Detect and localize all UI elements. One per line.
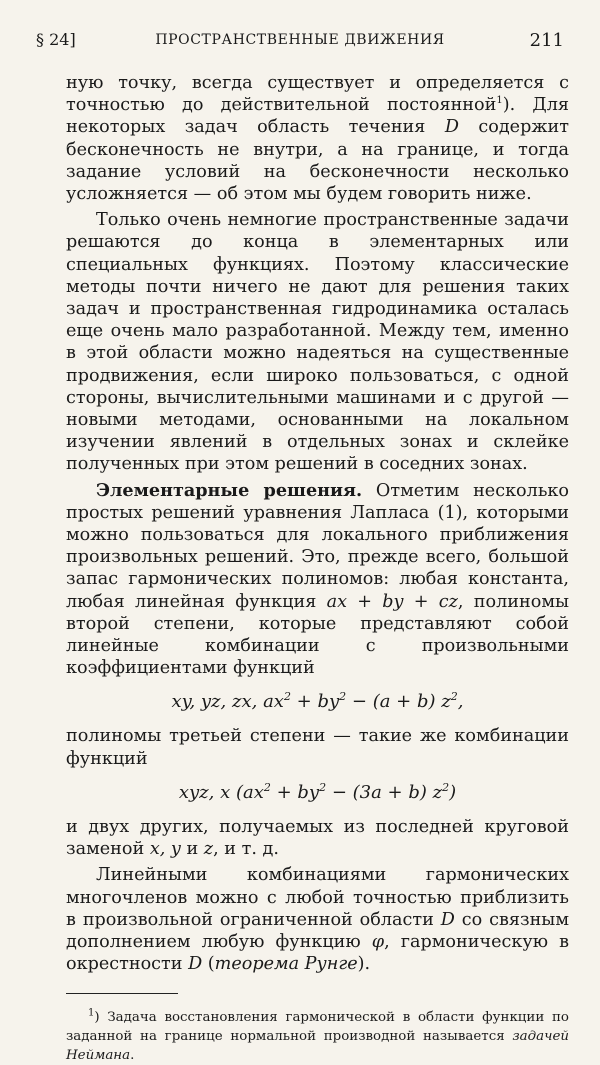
formula-quadratic: xy, yz, zx, $ax^2 + by^2 - (a + b)$ $z^2$, xyxy=(171,690,464,713)
formula-cubic: xyz, x ($ax^2 + by^2 - (3a + b)$ $z^2$) xyxy=(178,780,457,803)
paragraph-3: Элементарные решения. Отметим несколько простых решений уравнения Лапласа (1), которыми можно пользоваться для локального приближения произвольных решений. Это, прежде всего, большой запас гармонических полиномов: любая константа, любая линейная функция ax + by + cz, полиномы второй степени, которые представляют собой линейные комбинации с произвольными коэффициентами функций xyxy=(66,479,570,679)
paragraph-2: Только очень немногие пространственные задачи решаются до конца в элементарных или специальных функциях. Поэтому классические методы почти ничего не дают для решения таких задач и пространственная гидродинамика осталась еще очень мало разработанной. Между тем, именно в этой области можно надеяться на существенные продвижения, если широко пользоваться, с одной стороны, вычислительными машинами и с другой — новыми методами, основанными на локальном изучении явлений в отдельных зонах и склейке полученных при этом решений в соседних зонах. xyxy=(66,210,569,475)
section-heading: Элементарные решения. xyxy=(96,479,363,501)
paragraph-1: ную точку, всегда существует и определяется с точностью до действительной постоянной$^1$). Для некоторых задач область течения D содержит бесконечность не внутри, а на границе, и тогда задание условий на бесконечности несколько усложняется — об этом мы будем говорить ниже. xyxy=(66,73,569,205)
main-text xyxy=(66,72,569,1065)
paragraph-5: и двух других, получаемых из последней круговой заменой x, y и z, и т. д. xyxy=(66,816,569,860)
running-header xyxy=(36,30,564,54)
footnote-divider xyxy=(66,993,178,994)
footnote-mark: 1 xyxy=(496,95,503,107)
footnote-number: 1 xyxy=(88,1007,95,1019)
footnote: $^1$) Задача восстановления гармонической в области функции по заданной на границе нормальной производной называется задачей Неймана. xyxy=(66,1007,569,1064)
running-title: ПРОСТРАНСТВЕННЫЕ ДВИЖЕНИЯ xyxy=(155,32,445,48)
section-ref: § 24] xyxy=(36,30,76,49)
paragraph-6: Линейными комбинациями гармонических многочленов можно с любой точностью приблизить в произвольной ограниченной области D со связным дополнением любую функцию φ, гармоническую в окрестности D (теорема Рунге). xyxy=(66,865,570,975)
page-number: 211 xyxy=(529,30,564,51)
paragraph-4: полиномы третьей степени — такие же комбинации функций xyxy=(66,726,569,769)
